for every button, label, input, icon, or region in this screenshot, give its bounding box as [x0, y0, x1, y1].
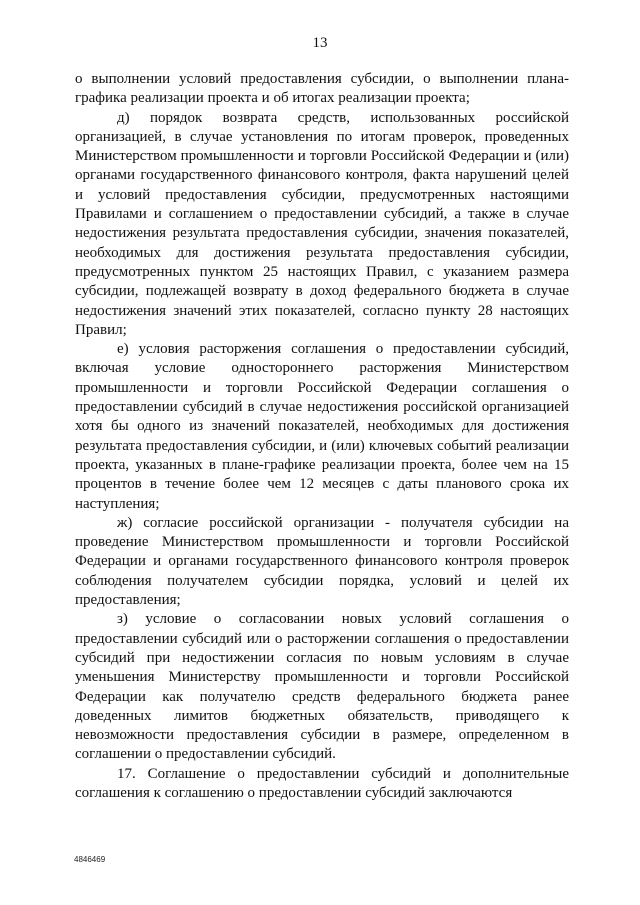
paragraph-item-e: е) условия расторжения соглашения о предоставлении субсидий, включая условие одностороннего расторжения Министерством промышленности и торговли Российской Федерации соглашения о предоставлении субсидий в случае недостижения российской организацией хотя бы одного из значений показателей, необходимых для достижения результата предоставления субсидии, и (или) ключевых событий реализации проекта, указанных в плане-графике реализации проекта, более чем на 15 процентов в течение более чем 12 месяцев с даты планового срока их наступления;: [75, 341, 569, 512]
page-number: 13: [312, 35, 328, 51]
paragraph-item-zh: ж) согласие российской организации - получателя субсидии на проведение Министерством промышленности и торговли Российской Федерации и органами государственного финансового контроля проверок соблюдения получателем субсидии порядка, условий и целей их предоставления;: [75, 514, 569, 609]
document-body: [75, 70, 569, 803]
paragraph-17: 17. Соглашение о предоставлении субсидий и дополнительные соглашения к соглашению о предоставлении субсидий заключаются: [75, 765, 569, 801]
paragraph-continuation: о выполнении условий предоставления субсидии, о выполнении плана-графика реализации проекта и об итогах реализации проекта;: [75, 71, 569, 107]
paragraph-item-z: з) условие о согласовании новых условий соглашения о предоставлении субсидий или о расторжении соглашения о предоставлении субсидий при недостижении согласия по новым условиям в случае уменьшения Министерству промышленности и торговли Российской Федерации как получателю средств федерального бюджета ранее доведенных лимитов бюджетных обязательств, приводящего к невозможности предоставления субсидии в размере, определенном в соглашении о предоставлении субсидий.: [75, 611, 569, 763]
document-code: 4846469: [74, 855, 106, 864]
paragraph-item-d: д) порядок возврата средств, использованных российской организацией, в случае установления по итогам проверок, проведенных Министерством промышленности и торговли Российской Федерации и (или) органами государственного финансового контроля, факта нарушений целей и условий предоставления субсидии, предусмотренных настоящими Правилами и соглашением о предоставлении субсидий, а также в случае недостижения результата предоставления субсидии, значения показателей, необходимых для достижения результата предоставления субсидии, предусмотренных пунктом 25 настоящих Правил, с указанием размера субсидии, подлежащей возврату в доход федерального бюджета в случае недостижения значений этих показателей, согласно пункту 28 настоящих Правил;: [75, 109, 569, 338]
